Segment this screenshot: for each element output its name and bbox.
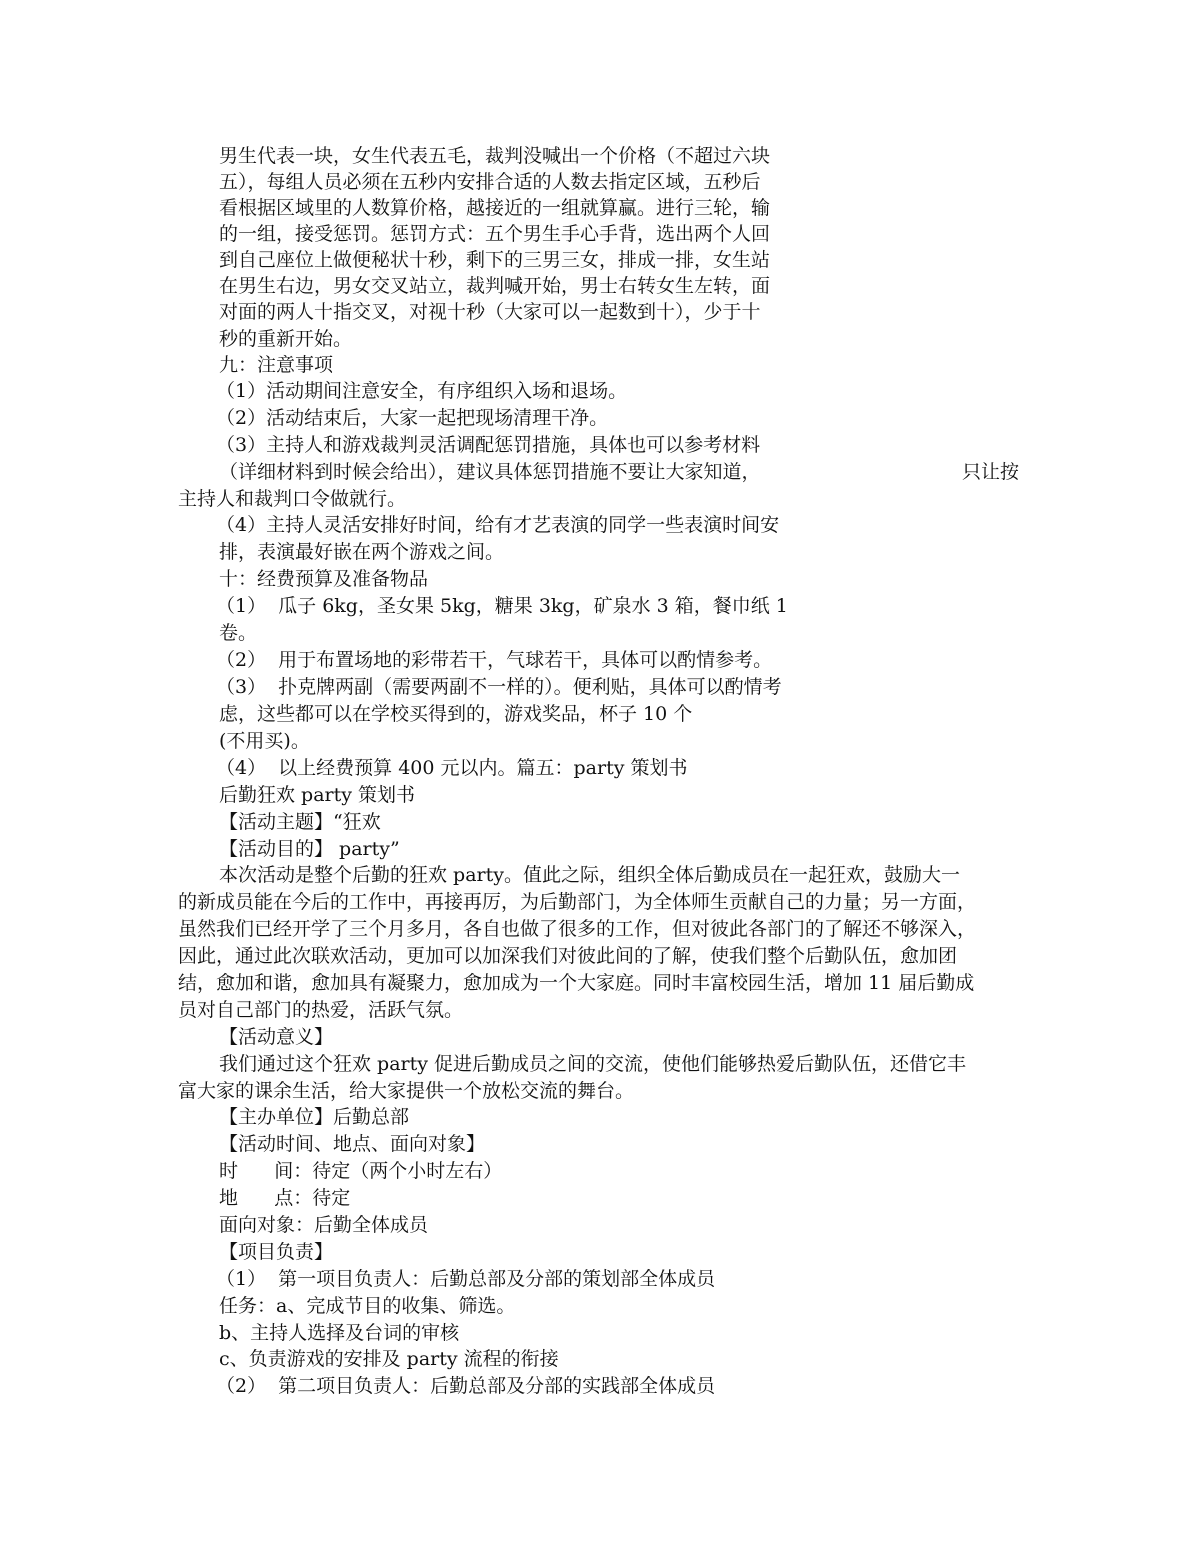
text-line: 只让按 [962,461,1020,483]
list-item: （1） 第一项目负责人：后勤总部及分部的策划部全体成员 [216,1268,716,1290]
section-heading: 【活动目的】 party” [219,838,400,860]
text-line: （详细材料到时候会给出），建议具体惩罚措施不要让大家知道， [219,461,761,483]
paragraph-line: 虽然我们已经开学了三个月多月，各自也做了很多的工作，但对彼此各部门的了解还不够深入， [178,918,977,940]
paragraph-line: 结，愈加和谐，愈加具有凝聚力，愈加成为一个大家庭。同时丰富校园生活，增加 11 届后勤成 [178,972,975,994]
text-line: 主持人和裁判口令做就行。 [178,488,407,510]
text-line: 虑，这些都可以在学校买得到的，游戏奖品，杯子 10 个 [219,703,693,725]
list-item: （2） 用于布置场地的彩带若干，气球若干，具体可以酌情参考。 [216,649,773,671]
text-line: 时 间：待定（两个小时左右） [219,1160,503,1182]
list-item: （4） 以上经费预算 400 元以内。篇五：party 策划书 [216,757,688,779]
list-item: （2） 第二项目负责人：后勤总部及分部的实践部全体成员 [216,1375,716,1397]
text-line: 卷。 [219,622,258,644]
paragraph-line: 本次活动是整个后勤的狂欢 party。值此之际，组织全体后勤成员在一起狂欢，鼓励大一 [219,864,960,886]
text-line: 五），每组人员必须在五秒内安排合适的人数去指定区域，五秒后 [219,171,761,193]
list-item: （4）主持人灵活安排好时间，给有才艺表演的同学一些表演时间安 [216,514,780,536]
text-line: 男生代表一块，女生代表五毛，裁判没喊出一个价格（不超过六块 [219,145,771,167]
paragraph-line: 员对自己部门的热爱，活跃气氛。 [178,999,464,1021]
section-heading: 【活动时间、地点、面向对象】 [219,1133,486,1155]
list-item: （3）主持人和游戏裁判灵活调配惩罚措施，具体也可以参考材料 [216,434,761,456]
text-line: 的一组，接受惩罚。惩罚方式：五个男生手心手背，选出两个人回 [219,223,771,245]
text-line: 看根据区域里的人数算价格，越接近的一组就算赢。进行三轮，输 [219,197,771,219]
text-line: 任务：a、完成节目的收集、筛选。 [219,1295,516,1317]
text-line: 到自己座位上做便秘状十秒，剩下的三男三女，排成一排，女生站 [219,249,771,271]
paragraph-line: 的新成员能在今后的工作中，再接再厉，为后勤部门，为全体师生贡献自己的力量；另一方面， [178,891,977,913]
text-line: b、主持人选择及台词的审核 [219,1322,460,1344]
section-heading: 【活动意义】 [219,1026,334,1048]
text-line: 地 点：待定 [219,1187,351,1209]
text-line: 面向对象：后勤全体成员 [219,1214,429,1236]
document-title: 后勤狂欢 party 策划书 [219,784,416,806]
section-heading: 【项目负责】 [219,1241,334,1263]
paragraph-line: 我们通过这个狂欢 party 促进后勤成员之间的交流，使他们能够热爱后勤队伍，还借它丰 [219,1053,967,1075]
list-item: （3） 扑克牌两副（需要两副不一样的）。便利贴，具体可以酌情考 [216,676,782,698]
text-line: 对面的两人十指交叉，对视十秒（大家可以一起数到十），少于十 [219,301,761,323]
list-item: （1）活动期间注意安全，有序组织入场和退场。 [216,380,628,402]
list-item: （2）活动结束后，大家一起把现场清理干净。 [216,407,609,429]
text-line: 排，表演最好嵌在两个游戏之间。 [219,541,505,563]
text-line: c、负责游戏的安排及 party 流程的衔接 [219,1348,559,1370]
text-line: 秒的重新开始。 [219,328,353,350]
section-heading: 九：注意事项 [219,354,334,376]
paragraph-line: 富大家的课余生活，给大家提供一个放松交流的舞台。 [178,1080,635,1102]
text-line: (不用买)。 [219,730,310,752]
text-line: 在男生右边，男女交叉站立，裁判喊开始，男士右转女生左转，面 [219,275,771,297]
section-heading: 【活动主题】“狂欢 [219,811,381,833]
section-heading: 十：经费预算及准备物品 [219,568,429,590]
section-heading: 【主办单位】后勤总部 [219,1106,410,1128]
list-item: （1） 瓜子 6kg，圣女果 5kg，糖果 3kg，矿泉水 3 箱，餐巾纸 1 [216,595,788,617]
paragraph-line: 因此，通过此次联欢活动，更加可以加深我们对彼此间的了解，使我们整个后勤队伍，愈加团 [178,945,958,967]
